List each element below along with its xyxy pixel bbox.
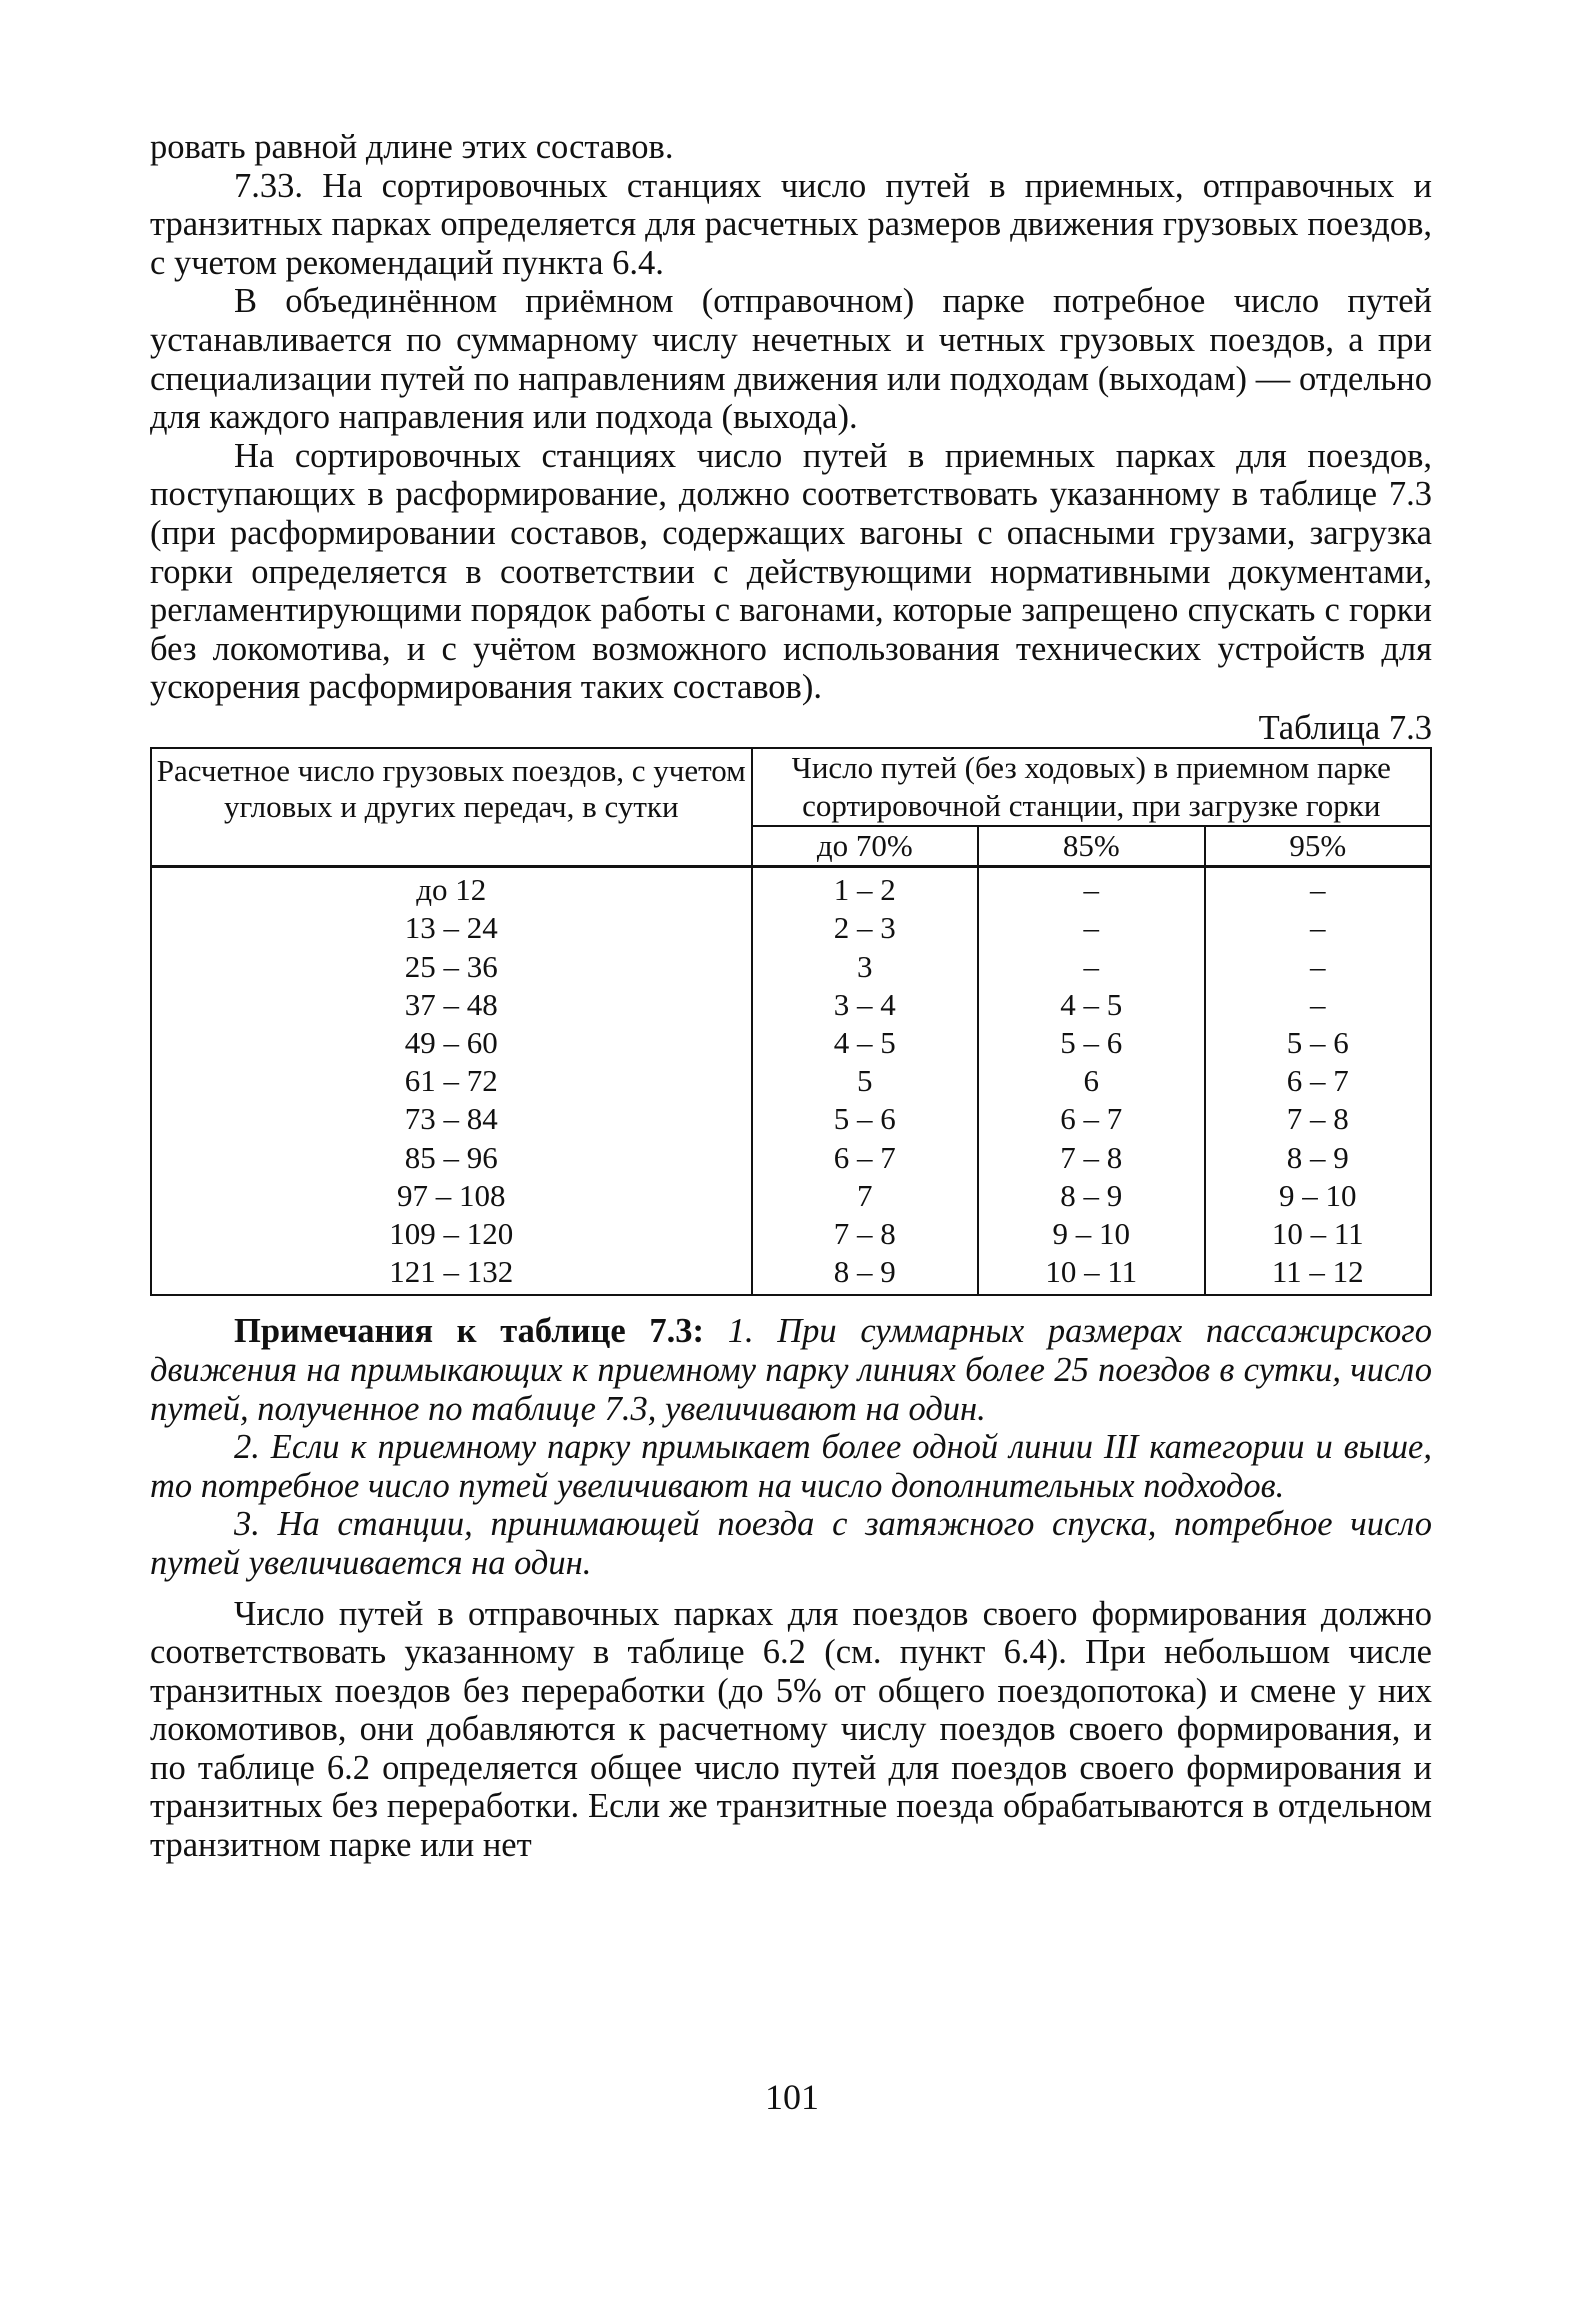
table-cell: 5 xyxy=(752,1062,978,1100)
table-cell: 6 – 7 xyxy=(752,1139,978,1177)
table-cell: до 12 xyxy=(151,867,752,910)
table-cell: 73 – 84 xyxy=(151,1100,752,1138)
table-cell: 7 – 8 xyxy=(978,1139,1204,1177)
paragraph-continuation: ровать равной длине этих составов. xyxy=(150,128,674,166)
table-notes xyxy=(150,1312,1432,1582)
table-cell: 4 – 5 xyxy=(978,986,1204,1024)
table-cell: 3 xyxy=(752,948,978,986)
table-row xyxy=(151,948,1431,986)
table-cell: – xyxy=(1205,986,1432,1024)
table-cell: 9 – 10 xyxy=(978,1215,1204,1253)
table-cell: 11 – 12 xyxy=(1205,1253,1432,1295)
table-cell: 97 – 108 xyxy=(151,1177,752,1215)
note-3: 3. На станции, принимающей поезда с затяжного спуска, потребное число путей увеличивается на один. xyxy=(150,1505,1432,1582)
page-number: 101 xyxy=(765,2077,819,2117)
table-cell: 121 – 132 xyxy=(151,1253,752,1295)
table-cell: – xyxy=(1205,867,1432,910)
table-cell: 8 – 9 xyxy=(752,1253,978,1295)
table-cell: 25 – 36 xyxy=(151,948,752,986)
table-row xyxy=(151,986,1431,1024)
table-row xyxy=(151,1139,1431,1177)
table-cell: 8 – 9 xyxy=(978,1177,1204,1215)
table-caption: Таблица 7.3 xyxy=(1258,708,1432,747)
paragraph-departure-parks: Число путей в отправочных парках для поездов своего формирования должно соответствовать указанному в таблице 6.2 (см. пункт 6.4). При небольшом числе транзитных поездов без переработки (до 5% от общего поездопотока) и смене у них локомотивов, они добавляются к расчетному числу поездов своего формирования, и по таблице 6.2 определяется общее число путей для поездов своего формирования и транзитных без переработки. Если же транзитные поезда обрабатываются в отдельном транзитном парке или нет xyxy=(150,1594,1432,1865)
table-cell: 5 – 6 xyxy=(752,1100,978,1138)
table-cell: 2 – 3 xyxy=(752,909,978,947)
table-cell: 109 – 120 xyxy=(151,1215,752,1253)
table-cell: 6 – 7 xyxy=(978,1100,1204,1138)
table-cell: 5 – 6 xyxy=(978,1024,1204,1062)
table-row xyxy=(151,1253,1431,1295)
table-cell: 9 – 10 xyxy=(1205,1177,1432,1215)
table-cell: 85 – 96 xyxy=(151,1139,752,1177)
table-header-tracks: Число путей (без ходовых) в приемном парке сортировочной станции, при загрузке горки xyxy=(752,748,1431,826)
table-cell: 6 – 7 xyxy=(1205,1062,1432,1100)
table-cell: 49 – 60 xyxy=(151,1024,752,1062)
table-cell: – xyxy=(1205,909,1432,947)
table-row xyxy=(151,1062,1431,1100)
table-cell: 61 – 72 xyxy=(151,1062,752,1100)
table-cell: 7 – 8 xyxy=(752,1215,978,1253)
table-cell: 37 – 48 xyxy=(151,986,752,1024)
table-cell: – xyxy=(978,948,1204,986)
note-1 xyxy=(150,1312,1432,1428)
table-row xyxy=(151,1100,1431,1138)
document-page xyxy=(150,128,1432,1865)
table-cell: 8 – 9 xyxy=(1205,1139,1432,1177)
table-cell: 7 xyxy=(752,1177,978,1215)
table-subheader-70: до 70% xyxy=(752,826,978,867)
table-header-trains: Расчетное число грузовых поездов, с учетом угловых и других передач, в сутки xyxy=(151,748,752,867)
table-cell: – xyxy=(1205,948,1432,986)
table-row xyxy=(151,867,1431,910)
table-row xyxy=(151,1024,1431,1062)
note-1-text: 1. При суммарных размерах пассажирского движения на примыкающих к приемному парку линиях более 25 поездов в сутки, число путей, полученное по таблице 7.3, увеличивают на один. xyxy=(150,1312,1433,1428)
table-subheader-85: 85% xyxy=(978,826,1204,867)
table-cell: 1 – 2 xyxy=(752,867,978,910)
table-cell: 7 – 8 xyxy=(1205,1100,1432,1138)
table-cell: 6 xyxy=(978,1062,1204,1100)
table-cell: – xyxy=(978,909,1204,947)
table-body xyxy=(151,867,1431,1296)
table-row xyxy=(151,909,1431,947)
table-cell: 3 – 4 xyxy=(752,986,978,1024)
table-7-3 xyxy=(150,747,1432,1296)
table-cell: 5 – 6 xyxy=(1205,1024,1432,1062)
table-row xyxy=(151,1215,1431,1253)
paragraph-sorting-stations: На сортировочных станциях число путей в приемных парках для поездов, поступающих в расформирование, должно соответствовать указанному в таблице 7.3 (при расформировании составов, содержащих вагоны с опасными грузами, загрузка горки определяется в соответствии с действующими нормативными документами, регламентирующими порядок работы с вагонами, которые запрещено спускать с горки без локомотива, и с учётом возможного использования технических устройств для ускорения расформирования таких составов). xyxy=(150,436,1432,707)
note-2: 2. Если к приемному парку примыкает более одной линии III категории и выше, то потребное число путей увеличивают на число дополнительных подходов. xyxy=(150,1428,1432,1505)
table-cell: 4 – 5 xyxy=(752,1024,978,1062)
table-cell: – xyxy=(978,867,1204,910)
paragraph-7-33: 7.33. На сортировочных станциях число путей в приемных, отправочных и транзитных парках определяется для расчетных размеров движения грузовых поездов, с учетом рекомендаций пункта 6.4. xyxy=(150,166,1432,282)
table-cell: 10 – 11 xyxy=(1205,1215,1432,1253)
paragraph-combined-park: В объединённом приёмном (отправочном) парке потребное число путей устанавливается по суммарному числу нечетных и четных грузовых поездов, а при специализации путей по направлениям движения или подходам (выходам) — отдельно для каждого направления или подхода (выхода). xyxy=(150,282,1432,437)
table-cell: 13 – 24 xyxy=(151,909,752,947)
table-cell: 10 – 11 xyxy=(978,1253,1204,1295)
table-row xyxy=(151,1177,1431,1215)
notes-heading: Примечания к таблице 7.3: xyxy=(234,1312,704,1351)
table-subheader-95: 95% xyxy=(1205,826,1432,867)
